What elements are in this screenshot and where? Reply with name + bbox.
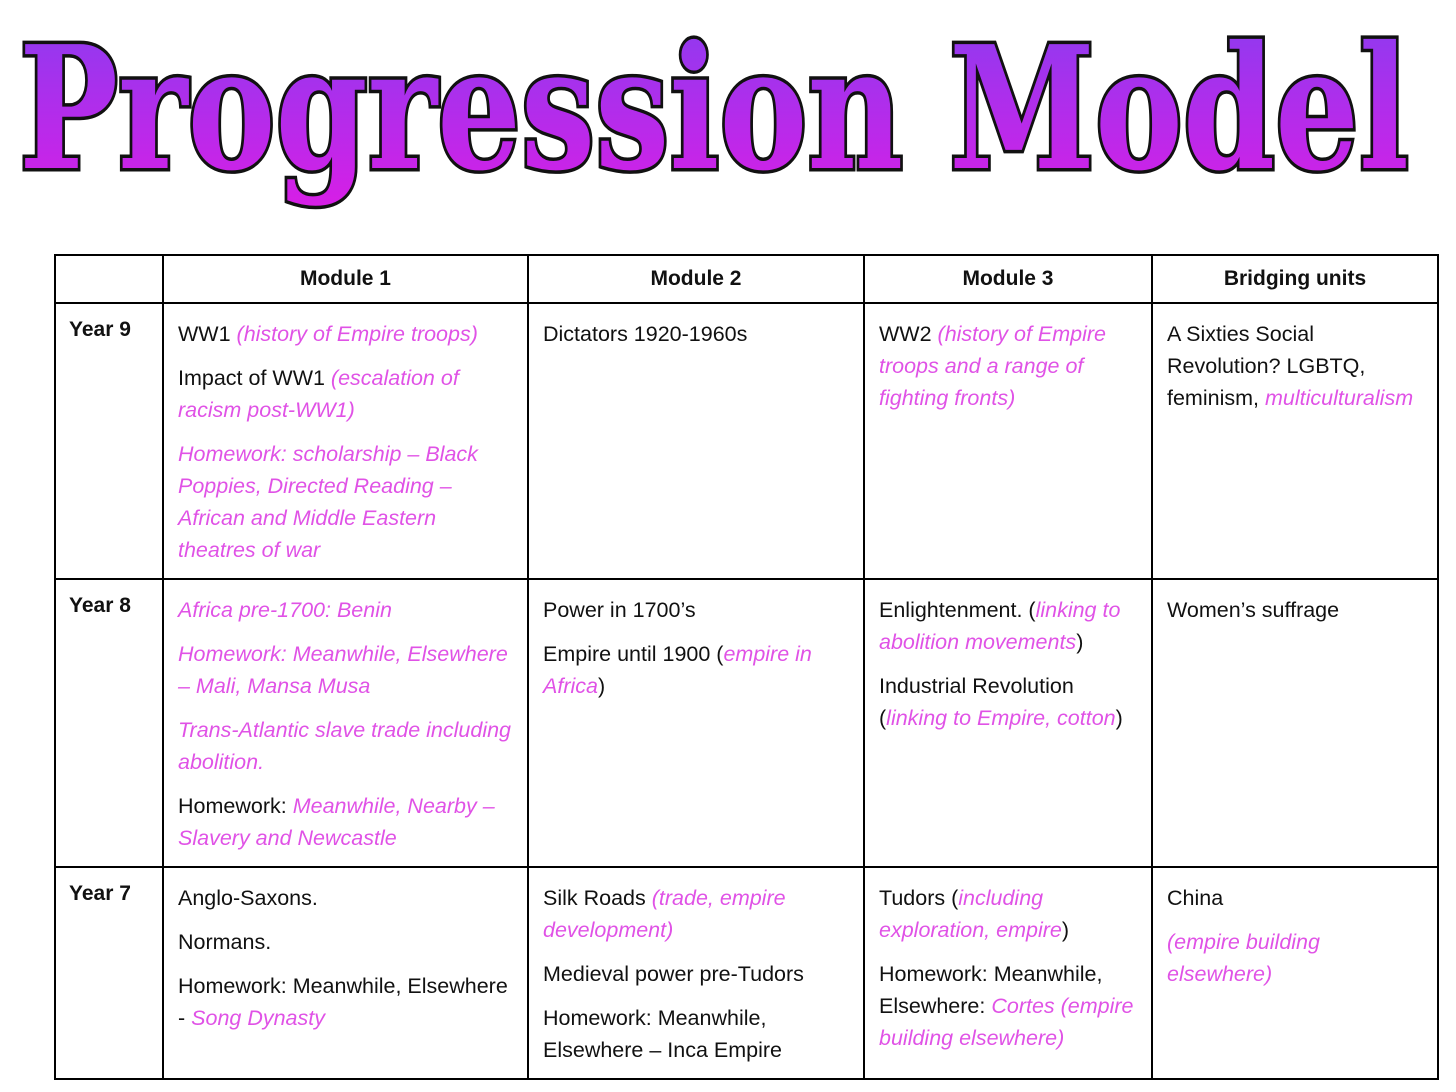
highlight-text: linking to Empire, cotton: [886, 706, 1116, 730]
entry-text: A Sixties Social Revolution? LGBTQ, feminism,: [1167, 322, 1366, 410]
entry-text: Women’s suffrage: [1167, 598, 1340, 622]
highlight-text: linking to abolition movements: [879, 598, 1121, 654]
page-title: [0, 0, 1456, 230]
cell-entry: [178, 594, 513, 626]
cell-entry: [178, 970, 513, 1034]
header-corner: [55, 255, 163, 303]
header-module-3: Module 3: [864, 255, 1152, 303]
cell-entry: [178, 882, 513, 914]
row-label: Year 9: [55, 303, 163, 579]
entry-text: China: [1167, 886, 1224, 910]
highlight-text: (history of Empire troops): [236, 322, 478, 346]
cell-entry: [879, 594, 1137, 658]
cell-entry: [543, 638, 849, 702]
entry-text: Homework: Meanwhile, Elsewhere – Inca Empire: [543, 1006, 782, 1062]
table-row: [55, 867, 1438, 1079]
entry-text: Anglo-Saxons.: [178, 886, 318, 910]
entry-text: Homework: Meanwhile, Elsewhere:: [879, 962, 1103, 1018]
entry-text: Medieval power pre-Tudors: [543, 962, 804, 986]
highlight-text: (history of Empire troops and a range of fighting fronts): [879, 322, 1106, 410]
entry-text: Industrial Revolution (: [879, 674, 1074, 730]
entry-text: Normans.: [178, 930, 272, 954]
cell-entry: [178, 638, 513, 702]
cell-entry: [879, 882, 1137, 946]
entry-text: Silk Roads: [543, 886, 652, 910]
table-row: [55, 579, 1438, 867]
table-cell: [1152, 867, 1438, 1079]
cell-entry: [879, 318, 1137, 414]
cell-entry: [1167, 926, 1423, 990]
entry-text: WW2: [879, 322, 938, 346]
entry-text: ): [1076, 630, 1084, 654]
highlight-text: Homework: scholarship – Black Poppies, Directed Reading – African and Middle Eastern theatres of war: [178, 442, 478, 562]
cell-entry: [1167, 594, 1423, 626]
entry-text: Homework:: [178, 794, 293, 818]
cell-entry: [1167, 318, 1423, 414]
entry-text: Enlightenment. (: [879, 598, 1036, 622]
table-cell: [864, 579, 1152, 867]
cell-entry: [879, 958, 1137, 1054]
cell-entry: [178, 790, 513, 854]
cell-entry: [543, 318, 849, 350]
table-cell: [528, 867, 864, 1079]
cell-entry: [543, 958, 849, 990]
highlight-text: empire in Africa: [543, 642, 812, 698]
cell-entry: [1167, 882, 1423, 914]
header-bridging-units: Bridging units: [1152, 255, 1438, 303]
highlight-text: multiculturalism: [1264, 386, 1414, 410]
highlight-text: Homework: Meanwhile, Elsewhere – Mali, Mansa Musa: [178, 642, 508, 698]
cell-entry: [178, 714, 513, 778]
highlight-text: (trade, empire development): [543, 886, 786, 942]
cell-entry: [178, 438, 513, 566]
header-module-1: Module 1: [163, 255, 528, 303]
highlight-text: Meanwhile, Nearby – Slavery and Newcastle: [178, 794, 495, 850]
title-text: Progression Model: [19, 9, 1409, 209]
highlight-text: Trans-Atlantic slave trade including abolition.: [178, 718, 512, 774]
highlight-text: Africa pre-1700: Benin: [178, 598, 392, 622]
entry-text: ): [597, 674, 606, 698]
entry-text: ): [1061, 918, 1070, 942]
cell-entry: [178, 926, 513, 958]
table-cell: [864, 303, 1152, 579]
entry-text: Dictators 1920-1960s: [543, 322, 748, 346]
entry-text: Homework: Meanwhile, Elsewhere -: [178, 974, 508, 1030]
entry-text: Empire until 1900 (: [543, 642, 724, 666]
progression-table: [54, 254, 1439, 1080]
entry-text: ): [1115, 706, 1123, 730]
entry-text: Power in 1700’s: [543, 598, 696, 622]
highlight-text: including exploration, empire: [879, 886, 1062, 942]
table-cell: [1152, 303, 1438, 579]
highlight-text: (empire building elsewhere): [1167, 930, 1320, 986]
highlight-text: (escalation of racism post-WW1): [178, 366, 459, 422]
cell-entry: [543, 594, 849, 626]
table-cell: [1152, 579, 1438, 867]
cell-entry: [879, 670, 1137, 734]
entry-text: Tudors (: [879, 886, 959, 910]
entry-text: Impact of WW1: [178, 366, 331, 390]
table-row: [55, 303, 1438, 579]
row-label: Year 7: [55, 867, 163, 1079]
entry-text: WW1: [178, 322, 237, 346]
table-cell: [528, 579, 864, 867]
table-cell: [163, 867, 528, 1079]
header-module-2: Module 2: [528, 255, 864, 303]
page-title-banner: [0, 0, 1456, 230]
table-cell: [864, 867, 1152, 1079]
table-cell: [163, 303, 528, 579]
cell-entry: [178, 362, 513, 426]
cell-entry: [178, 318, 513, 350]
header-row: [55, 255, 1438, 303]
cell-entry: [543, 882, 849, 946]
table-cell: [163, 579, 528, 867]
table-cell: [528, 303, 864, 579]
highlight-text: Cortes (empire building elsewhere): [879, 994, 1134, 1050]
highlight-text: Song Dynasty: [191, 1006, 325, 1030]
cell-entry: [543, 1002, 849, 1066]
row-label: Year 8: [55, 579, 163, 867]
